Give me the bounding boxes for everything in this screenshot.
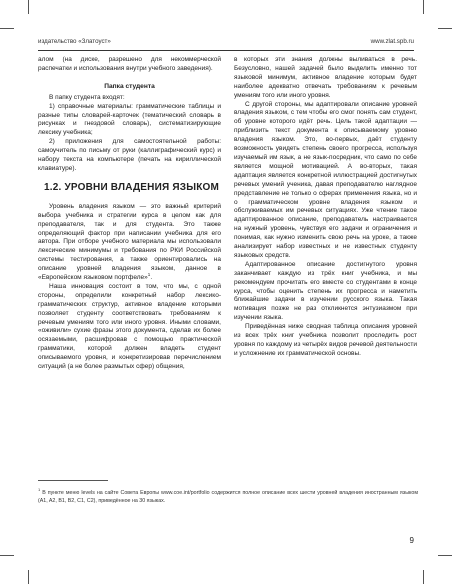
footnote-text: В пункте меню levels на сайте Совета Европы www.coe.int/portfolio содержится полное описание всех шести уровней владения иностранным языком (A1, A2, B1, B2, C1, C2), приведённое на 30 языках. (38, 489, 418, 504)
header-rule (38, 50, 414, 51)
paragraph: 2) приложения для самостоятельной работы: самоучитель по письму от руки (каллиграфический курс) и набору текста на компьютере (печать на кириллической клавиатуре). (38, 138, 221, 172)
paragraph: Наша инновация состоит в том, что мы, с одной стороны, определили конкретный набор лексико-грамматических структур, активное владение которыми позволяет студенту соответствовать требованиям к речевым умениям того или иного уровня. Иными словами, «оживили» сухие фразы этого документа, сделав их более осязаемыми, расшифровав с помощью практической грамматики, которой должен владеть студент описываемого уровня, и конкретизировав перечислением ситуаций (а не более размытых сфер) общения, (38, 282, 221, 371)
crop-mark (423, 0, 424, 14)
left-column (38, 56, 221, 372)
paragraph (38, 203, 221, 283)
footnote-number: 1 (38, 487, 41, 492)
section-title: 1.2. УРОВНИ ВЛАДЕНИЯ ЯЗЫКОМ (44, 181, 220, 193)
paragraph-text-end: . (150, 274, 153, 282)
page-number: 9 (409, 536, 414, 545)
paragraph: алом (на диске, разрешено для некоммерческой распечатки и использования внутри учебного заведения). (38, 56, 221, 72)
crop-mark (0, 28, 14, 29)
paragraph: С другой стороны, мы адаптировали описание уровней владения языком, с тем чтобы его смог понять сам студент, об уровне которого идёт речь. Цель такой адаптации — приблизить текст документа к описываемому уровню владения языком. Это, во-первых, даёт студенту возможность увидеть степень своего прогресса, используя изучаемый им язык, а не язык-посредник, что само по себе является мощной мотивацией. А во-вторых, такая адаптация является конкретной иллюстрацией достигнутых речевых умений ученика, давая преподавателю наглядное представление не только о сферах применения языка, но и о грамматическом уровне владения языком и обслуживаемых им речевых ситуациях. Уже чтение такое адаптированное описание, преподаватель настраивается на нужный уровень, чувствуя его задачи и ограничения и понимая, как нужно изменить свою речь на уроке, а также анализирует набор известных и не известных студенту языковых средств. (234, 100, 417, 259)
footnote-rule (38, 480, 108, 481)
crop-mark (423, 570, 424, 584)
crop-mark (28, 0, 29, 14)
paragraph-text: Уровень владения языком — это важный критерий выбора учебника и стратегии курса в целом как для преподавателя, так и для студента. Это также определяющий фактор при написании учебника для его автора. При отборе учебного материала мы использовали лексические минимумы и требования по РКИ Российской системы тестирования, а также ориентировались на описание уровней владения языком, данное в «Европейском языковом портфеле» (38, 202, 221, 282)
paragraph: в которых эти знания должны выливаться в речь. Безусловно, нашей задачей было выделить именно тот языковой минимум, активное владение которым будет наиболее адекватно отвечать требованиям к речевым умениям того или иного уровня. (234, 56, 417, 99)
crop-mark (438, 555, 452, 556)
student-folder-heading: Папка студента (104, 82, 155, 90)
crop-mark (28, 570, 29, 584)
paragraph: В папку студента входят: (49, 93, 125, 101)
paragraph: Адаптированное описание достигнутого уровня заканчивает каждую из трёх книг учебника, и мы рекомендуем прочитать его вместе со студентами в конце курса, чтобы оценить степень их прогресса и наметить ближайшие задачи в изучении русского языка. Такая мотивация позже не раз откликнется энтузиазмом при изучении языка. (234, 260, 417, 322)
publisher-name: издательство «Златоуст» (38, 38, 111, 45)
footnote (38, 486, 418, 505)
right-column (234, 56, 417, 359)
crop-mark (0, 555, 14, 556)
paragraph: 1) справочные материалы: грамматические таблицы и разные типы словарей-карточек (тематический словарь в рисунках и гнездовой словарь), систематизирующие лексику учебника; (38, 102, 221, 137)
crop-mark (438, 28, 452, 29)
paragraph: Приведённая ниже сводная таблица описания уровней из всех трёх книг учебника позволит проследить рост уровня по каждому из четырёх видов речевой деятельности и усложнение их грамматической основы. (234, 323, 417, 357)
publisher-url: www.zlat.spb.ru (370, 38, 414, 45)
footnote-reference: 1 (147, 271, 151, 277)
